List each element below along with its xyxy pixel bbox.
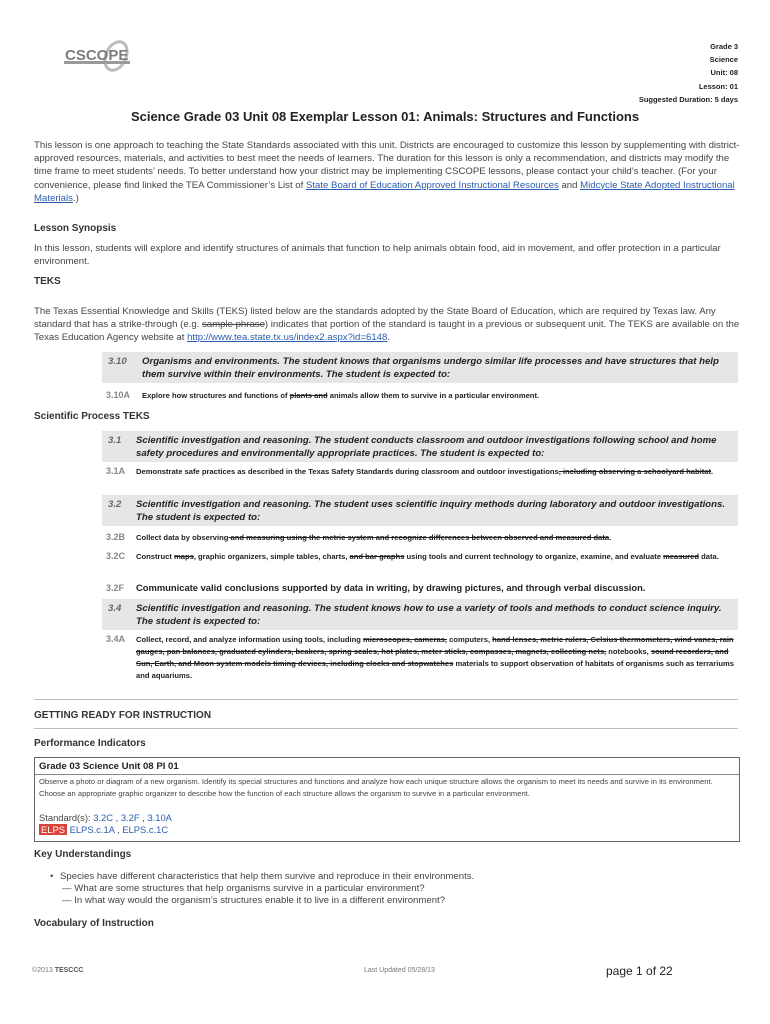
pi-title: Grade 03 Science Unit 08 PI 01 — [39, 761, 179, 772]
sci-32c-s1: maps — [173, 552, 194, 561]
org-name: TESCCC — [54, 967, 84, 974]
divider-bottom — [34, 728, 738, 729]
intro-text: This lesson is one approach to teaching the State Standards associated with this unit. Districts are encouraged to customize this lesson by supplementing with district-approved resources, materials, and activities to best meet the needs of learners. The duration for this lesson is only a recommendation, and districts may modify the time frame to meet students’ needs. To better understand how your district may be implementing CSCOPE lessons, please contact your child’s teacher. (For your convenience, please find linked the TEA Commissioner’s List of — [34, 140, 740, 191]
standard-link-3-10a[interactable]: 3.10A — [147, 812, 172, 823]
elps-link-c1a[interactable]: ELPS.c.1A — [69, 824, 115, 835]
sci-31a-code: 3.1A — [106, 466, 126, 476]
elps-link-c1c[interactable]: ELPS.c.1C — [122, 824, 169, 835]
teks-310a-row — [106, 389, 738, 403]
ku-bullet — [50, 871, 730, 884]
divider-top — [34, 699, 738, 700]
sci-32b-row — [106, 531, 738, 545]
teks-intro-b: ) indicates that portion of the standard is taught in a previous or subsequent unit. The TEKS are available on the Texas Education Agency website at — [34, 319, 740, 344]
sci-34a-s3: sound recorders, and Sun, Earth, and Moon system models timing devices, including clocks and stopwatches — [136, 647, 729, 668]
teks-310-band — [102, 352, 738, 383]
meta-unit: Unit: 08 — [710, 68, 738, 78]
pi-heading: Performance Indicators — [34, 738, 146, 749]
teks-heading: TEKS — [34, 276, 61, 287]
meta-lesson: Lesson: 01 — [698, 81, 738, 91]
sci-31a-b: . — [711, 467, 714, 476]
sci-34a-a: Collect, record, and analyze information using tools, including — [136, 635, 363, 644]
ku-bullet-text: Species have different characteristics that help them survive and reproduce in their environments. — [60, 871, 475, 882]
sci-32c-row — [106, 550, 738, 576]
sci-heading: Scientific Process TEKS — [34, 411, 150, 422]
page-number: page 1 of 22 — [606, 964, 673, 978]
sci-32b-b: . — [609, 533, 612, 542]
teks-310a-a: Explore how structures and functions of — [142, 391, 290, 400]
sci-32c-d: data. — [698, 552, 719, 561]
sci-31a-strike: , including observing a schoolyard habitat — [558, 467, 712, 476]
teks-310a-text — [142, 390, 738, 402]
midcycle-link[interactable]: Midcycle State Adopted Instructional Materials — [34, 179, 735, 204]
sci-32f-text: Communicate valid conclusions supported by data in writing, by drawing pictures, and through verbal discussion. — [136, 582, 646, 593]
intro-end: .) — [72, 192, 79, 204]
teks-intro-c: . — [387, 332, 390, 344]
footer-updated: Last Updated 05/28/13 — [364, 967, 435, 974]
sboe-link[interactable]: State Board of Education Approved Instructional Resources — [305, 179, 559, 191]
sci-34a-s1: microscopes, cameras, — [363, 635, 448, 644]
sci-32b-text — [136, 532, 736, 544]
copyright-text: ©2013 — [32, 967, 55, 974]
sci-34a-s2: hand lenses, metric rulers, Celsius thermometers, wind vanes, rain gauges, pan balances, graduated cylinders, beakers, spring scales, hot plates, meter sticks, compasses, magnets, collecting nets, — [136, 635, 734, 656]
sci-32-text: Scientific investigation and reasoning. The student uses scientific inquiry methods during laboratory and outdoor investigations. The student is expected to: — [136, 499, 726, 523]
sci-31-band — [102, 431, 738, 462]
sci-34-text: Scientific investigation and reasoning. The student knows how to use a variety of tools and methods to conduct science inquiry. The student is expected to: — [136, 603, 722, 627]
sci-34a-d: materials to support observation of habitats of organisms such as terrariums and aquariums. — [136, 659, 734, 680]
synopsis-heading: Lesson Synopsis — [34, 223, 117, 234]
sci-32c-a: Construct — [136, 552, 174, 561]
ready-heading: GETTING READY FOR INSTRUCTION — [34, 710, 212, 721]
standards-sep-1: , — [113, 812, 121, 823]
sci-31a-row — [106, 465, 738, 491]
intro-paragraph — [34, 139, 740, 205]
sci-34a-b: computers, — [447, 635, 493, 644]
sci-32c-s3: measured — [663, 552, 699, 561]
standards-label: Standard(s): — [39, 812, 94, 823]
lesson-meta — [639, 40, 738, 106]
vocab-heading: Vocabulary of Instruction — [34, 918, 154, 929]
page-title: Science Grade 03 Unit 08 Exemplar Lesson 01: Animals: Structures and Functions — [130, 109, 640, 124]
pi-standards — [39, 812, 172, 823]
sci-34a-code: 3.4A — [106, 634, 126, 644]
sci-31a-text — [136, 466, 736, 478]
elps-badge: ELPS — [41, 824, 65, 835]
sci-32-band — [102, 495, 738, 526]
teks-310-text: Organisms and environments. The student knows that organisms undergo similar life processes and have structures that help them survive within their environments. The student is expected to: — [142, 356, 719, 380]
svg-text:CSCOPE: CSCOPE — [65, 47, 129, 64]
meta-subject: Science — [709, 55, 738, 65]
sci-34a-row — [106, 633, 738, 685]
performance-indicator-box — [34, 757, 740, 842]
teks-310a-code: 3.10A — [106, 390, 131, 400]
meta-duration: Suggested Duration: 5 days — [638, 94, 738, 104]
tea-link[interactable]: http://www.tea.state.tx.us/index2.aspx?id=6148 — [187, 332, 388, 344]
sci-31-text: Scientific investigation and reasoning. The student conducts classroom and outdoor investigations following school and home safety procedures and environmentally appropriate practices. The student is expected to: — [136, 435, 717, 459]
sci-34a-c: notebooks, — [606, 647, 651, 656]
sci-31-code: 3.1 — [108, 435, 122, 446]
sci-32c-s2: and bar graphs — [349, 552, 405, 561]
standards-sep-2: , — [139, 812, 148, 823]
cscope-logo — [62, 38, 142, 78]
standard-link-3-2c[interactable]: 3.2C — [93, 812, 114, 823]
footer-copyright — [32, 967, 83, 974]
sci-32b-a: Collect data by observing — [136, 533, 229, 542]
sci-32c-c: using tools and current technology to organize, examine, and evaluate — [404, 552, 664, 561]
sci-32c-b: , graphic organizers, simple tables, charts, — [193, 552, 350, 561]
standard-link-3-2f[interactable]: 3.2F — [120, 812, 140, 823]
ku-question-1: — What are some structures that help organisms survive in a particular environment? — [62, 883, 425, 894]
ku-heading: Key Understandings — [34, 849, 132, 860]
teks-intro-a: The Texas Essential Knowledge and Skills (TEKS) listed below are the standards adopted by the State Board of Education, which are required by Texas law. Any standard that has a strike-through (e.g. — [34, 306, 716, 331]
sci-32b-code: 3.2B — [106, 532, 126, 542]
teks-310-code: 3.10 — [108, 356, 127, 367]
sci-32f-row — [106, 582, 738, 596]
sci-32b-strike: and measuring using the metric system and recognize differences between observed and measured data — [228, 533, 610, 542]
elps-sep: , — [114, 824, 123, 835]
teks-310a-strike: plants and — [289, 391, 328, 400]
synopsis-text: In this lesson, students will explore and identify structures of animals that function to help animals obtain food, aid in movement, and offer protection in a particular environment. — [34, 243, 721, 268]
meta-grade: Grade 3 — [710, 42, 738, 51]
teks-intro — [34, 305, 740, 345]
intro-and: and — [558, 179, 581, 191]
pi-elps — [39, 824, 168, 835]
bullet-dot-icon: • — [50, 871, 54, 882]
pi-text: Observe a photo or diagram of a new organism. Identify its special structures and functions and analyze how each unique structure allows the organism to meet its needs and survive in its environment. Choose an appropriate graphic organizer to describe how the function of each structure allows the organism to survive in a particular environment. — [39, 777, 713, 798]
ku-question-2: — In what way would the organism’s structures enable it to live in a different environment? — [62, 895, 446, 906]
sci-34a-text — [136, 634, 736, 682]
sci-32-code: 3.2 — [108, 499, 122, 510]
sci-32f-code: 3.2F — [106, 583, 125, 593]
sci-34-band — [102, 599, 738, 630]
sci-32c-code: 3.2C — [106, 551, 126, 561]
teks-intro-strike: sample phrase — [201, 319, 265, 331]
sci-34-code: 3.4 — [108, 603, 122, 614]
teks-310a-b: animals allow them to survive in a particular environment. — [327, 391, 540, 400]
pi-title-rule — [35, 774, 739, 775]
sci-32c-text — [136, 551, 736, 563]
sci-31a-a: Demonstrate safe practices as described in the Texas Safety Standards during classroom and outdoor investigations — [136, 467, 559, 476]
